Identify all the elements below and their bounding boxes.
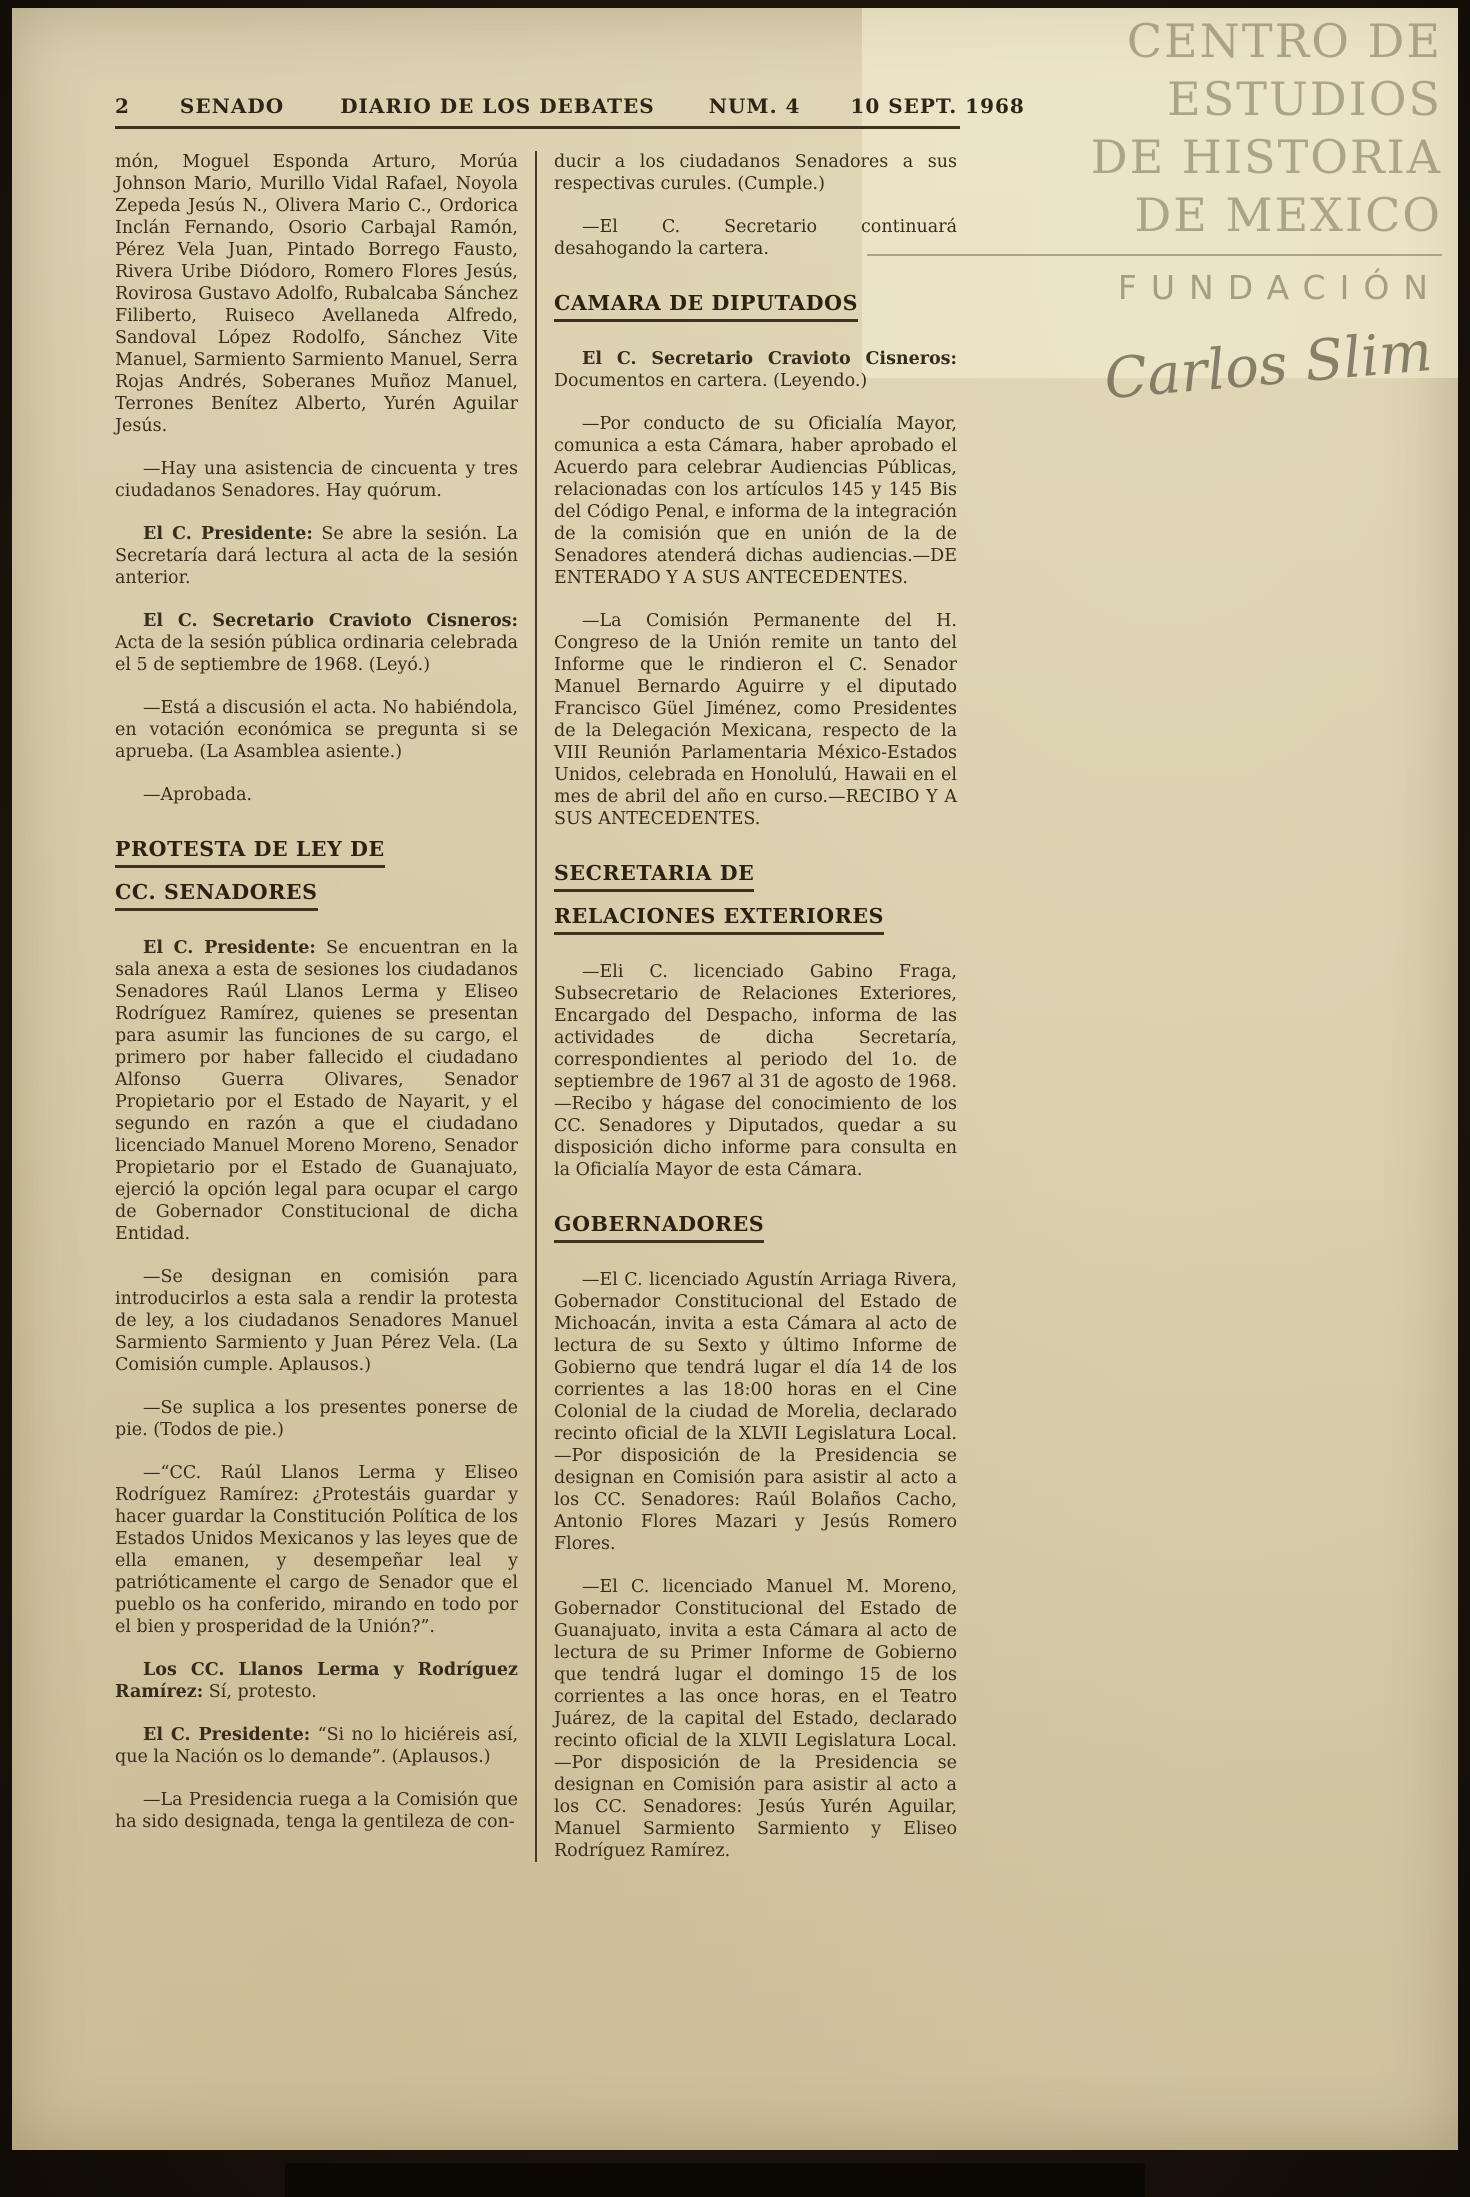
section-heading-line: CAMARA DE DIPUTADOS — [554, 292, 858, 322]
paragraph: —Por conducto de su Oficialía Mayor, comunica a esta Cámara, haber aprobado el Acuerdo para celebrar Audiencias Públicas, relacionadas con los artículos 145 y 145 Bis del Código Penal, e informa de la integración de la comisión que en unión de la de Senadores atenderá dichas audiencias.—DE ENTERADO Y A SUS ANTECEDENTES. — [554, 414, 957, 588]
paragraph: —Eli C. licenciado Gabino Fraga, Subsecretario de Relaciones Exteriores, Encargado del Despacho, informa de las actividades de dicha Secretaría, correspondientes al periodo del 1o. de septiembre de 1967 al 31 de agosto de 1968.—Recibo y hágase del conocimiento de los CC. Senadores y Diputados, quedar a su disposición dicho informe para consulta en la Oficialía Mayor de esta Cámara. — [554, 962, 957, 1180]
page-header — [115, 94, 1025, 129]
paragraph: —El C. licenciado Manuel M. Moreno, Gobernador Constitucional del Estado de Guanajuato, invita a esta Cámara al acto de lectura de su Primer Informe de Gobierno que tendrá lugar el domingo 15 de los corrientes a las once horas, en el Teatro Juárez, de la capital del Estado, declarado recinto oficial de la XLVII Legislatura Local.—Por disposición de la Presidencia se designan en Comisión para asistir al acto a los CC. Senadores: Jesús Yurén Aguilar, Manuel Sarmiento Sarmiento y Eliseo Rodríguez Ramírez. — [554, 1577, 957, 1861]
issue-number: NUM. 4 — [708, 94, 801, 118]
paragraph-text: “Si no lo hiciéreis así, que la Nación os lo demande”. (Aplausos.) — [115, 1725, 519, 1767]
paragraph-text: Sí, protesto. — [203, 1682, 317, 1702]
paragraph: món, Moguel Esponda Arturo, Morúa Johnson Mario, Murillo Vidal Rafael, Noyola Zepeda Jesús N., Olivera Mario C., Ordorica Inclán Fernando, Osorio Carbajal Ramón, Pérez Vela Juan, Pintado Borrego Fausto, Rivera Uribe Diódoro, Romero Flores Jesús, Rovirosa Gustavo Adolfo, Rubalcaba Sánchez Filiberto, Ruiseco Avellaneda Alfredo, Sandoval López Rodolfo, Sánchez Vite Manuel, Sarmiento Sarmiento Manuel, Serra Rojas Andrés, Soberanes Muñoz Manuel, Terrones Benítez Alberto, Yurén Aguilar Jesús. — [115, 152, 518, 436]
paragraph: —Aprobada. — [143, 785, 253, 805]
scan-shadow-bar — [285, 2163, 1145, 2197]
paragraph — [115, 610, 518, 676]
paragraph — [115, 937, 518, 1245]
paragraph-text: Documentos en cartera. (Leyendo.) — [554, 371, 868, 391]
watermark-line: CENTRO DE — [1126, 14, 1442, 68]
publication-title: DIARIO DE LOS DEBATES — [340, 94, 655, 118]
paragraph — [115, 1724, 518, 1768]
paragraph — [115, 1659, 518, 1703]
watermark-line: DE MEXICO — [1134, 188, 1442, 242]
document-page — [12, 8, 1458, 2150]
watermark-line: DE HISTORIA — [1090, 130, 1442, 184]
paragraph-text: Acta de la sesión pública ordinaria celebrada el 5 de septiembre de 1968. (Leyó.) — [115, 633, 518, 675]
watermark-line: ESTUDIOS — [1167, 72, 1442, 126]
section-heading-line: GOBERNADORES — [554, 1213, 764, 1243]
page-number: 2 — [115, 94, 130, 118]
paragraph: —Hay una asistencia de cincuenta y tres ciudadanos Senadores. Hay quórum. — [115, 459, 518, 501]
column-divider-rule — [535, 151, 537, 1862]
paragraph — [554, 348, 957, 392]
speaker-label: El C. Presidente: — [143, 1725, 311, 1745]
chamber-label: SENADO — [179, 94, 285, 118]
paragraph: —Se designan en comisión para introducirlos a esta sala a rendir la protesta de ley, a los ciudadanos Senadores Manuel Sarmiento Sarmiento y Juan Pérez Vela. (La Comisión cumple. Aplausos.) — [115, 1267, 518, 1375]
section-heading-secretaria-relaciones-exteriores — [554, 862, 957, 935]
paragraph: —“CC. Raúl Llanos Lerma y Eliseo Rodríguez Ramírez: ¿Protestáis guardar y hacer guardar la Constitución Política de los Estados Unidos Mexicanos y las leyes que de ella emanen, y desempeñar leal y patrióticamente el cargo de Senador que el pueblo os ha conferido, mirando en todo por el bien y prosperidad de la Unión?”. — [115, 1463, 518, 1637]
section-heading-gobernadores — [554, 1213, 957, 1243]
section-heading-line: PROTESTA DE LEY DE — [115, 838, 385, 868]
section-heading-line: RELACIONES EXTERIORES — [554, 905, 884, 935]
paragraph: —La Comisión Permanente del H. Congreso de la Unión remite un tanto del Informe que le rindieron el C. Senador Manuel Bernardo Aguirre y el diputado Francisco Güel Jiménez, como Presidentes de la Delegación Mexicana, respecto de la VIII Reunión Parlamentaria México-Estados Unidos, celebrada en Honolulú, Hawaii en el mes de abril del año en curso.—RECIBO Y A SUS ANTECEDENTES. — [554, 611, 957, 829]
text-columns — [115, 151, 960, 1862]
paragraph: —La Presidencia ruega a la Comisión que ha sido designada, tenga la gentileza de con- — [115, 1790, 518, 1832]
issue-date: 10 SEPT. 1968 — [850, 94, 1025, 118]
paragraph-text: Se abre la sesión. La Secretaría dará lectura al acta de la sesión anterior. — [115, 524, 518, 588]
left-column — [115, 151, 518, 1862]
speaker-label: Los CC. Llanos Lerma y Rodríguez Ramírez: — [115, 1660, 518, 1702]
section-heading-camara-de-diputados — [554, 292, 957, 322]
watermark-signature: Carlos Slim — [1101, 318, 1435, 413]
speaker-label: El C. Presidente: — [143, 938, 316, 958]
paragraph — [115, 523, 518, 589]
paragraph: ducir a los ciudadanos Senadores a sus respectivas curules. (Cumple.) — [554, 152, 957, 194]
section-heading-line: CC. SENADORES — [115, 881, 318, 911]
right-column — [554, 151, 957, 1862]
paragraph: —Se suplica a los presentes ponerse de pie. (Todos de pie.) — [115, 1398, 518, 1440]
speaker-label: El C. Secretario Cravioto Cisneros: — [143, 611, 518, 631]
paragraph: —El C. Secretario continuará desahogando la cartera. — [554, 217, 957, 259]
page-content — [115, 94, 1025, 1862]
speaker-label: El C. Presidente: — [143, 524, 313, 544]
paragraph: —El C. licenciado Agustín Arriaga Rivera, Gobernador Constitucional del Estado de Michoacán, invita a esta Cámara al acto de lectura de su Sexto y último Informe de Gobierno que tendrá lugar el día 14 de los corrientes a las 18:00 horas en el Cine Colonial de la ciudad de Morelia, declarado recinto oficial de la XLVII Legislatura Local.—Por disposición de la Presidencia se designan en Comisión para asistir al acto a los CC. Senadores: Raúl Bolaños Cacho, Antonio Flores Mazari y Jesús Romero Flores. — [554, 1270, 957, 1554]
section-heading-protesta-de-ley — [115, 838, 518, 911]
paragraph: —Está a discusión el acta. No habiéndola, en votación económica se pregunta si se aprueba. (La Asamblea asiente.) — [115, 698, 518, 762]
section-heading-line: SECRETARIA DE — [554, 862, 754, 892]
watermark-foundation-label: FUNDACIÓN — [1117, 268, 1442, 307]
paragraph-text: Se encuentran en la sala anexa a esta de sesiones los ciudadanos Senadores Raúl Llanos Lerma y Eliseo Rodríguez Ramírez, quienes se presentan para asumir las funciones de su cargo, el primero por haber fallecido el ciudadano Alfonso Guerra Olivares, Senador Propietario por el Estado de Nayarit, y el segundo en razón a que el ciudadano licenciado Manuel Moreno Moreno, Senador Propietario por el Estado de Guanajuato, ejerció la opción legal para ocupar el cargo de Gobernador Constitucional de dicha Entidad. — [115, 938, 518, 1244]
speaker-label: El C. Secretario Cravioto Cisneros: — [582, 349, 957, 369]
